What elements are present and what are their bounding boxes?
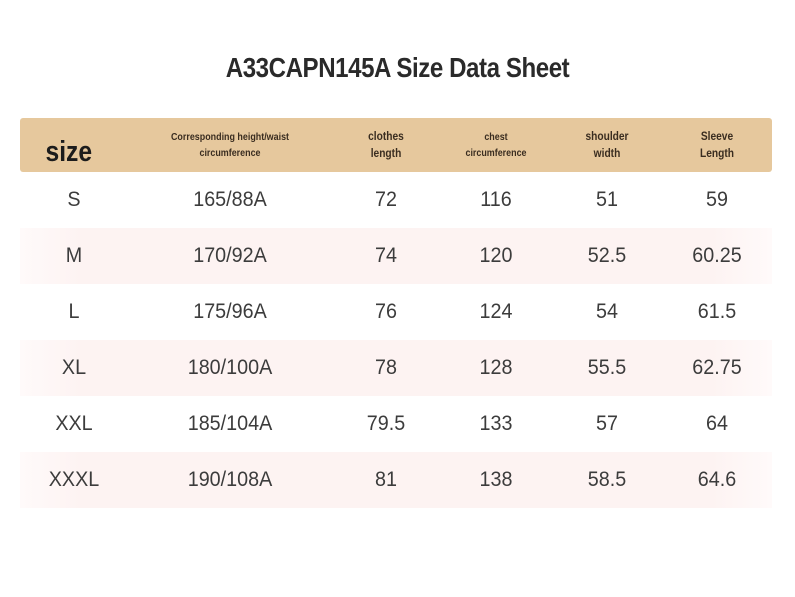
table-header bbox=[20, 118, 772, 172]
cell-clothes-length: 79.5 bbox=[366, 412, 406, 435]
header-sleeve-line1: Sleeve bbox=[700, 129, 734, 143]
cell-shoulder: 51 bbox=[596, 188, 618, 211]
table-row bbox=[20, 172, 772, 228]
cell-height-waist: 165/88A bbox=[193, 188, 267, 211]
cell-shoulder: 58.5 bbox=[587, 468, 627, 491]
table-row bbox=[20, 396, 772, 452]
cell-clothes-length: 78 bbox=[375, 356, 397, 379]
cell-clothes-length: 81 bbox=[375, 468, 397, 491]
cell-height-waist: 175/96A bbox=[193, 300, 267, 323]
header-height-waist-line1: Corresponding height/waist bbox=[170, 131, 290, 143]
cell-shoulder: 55.5 bbox=[587, 356, 627, 379]
header-chest-line1: chest bbox=[484, 131, 508, 143]
cell-size: M bbox=[65, 244, 83, 267]
header-clothes-length-line1: clothes bbox=[368, 129, 404, 143]
header-chest-line2: circumference bbox=[465, 147, 527, 159]
cell-sleeve: 62.75 bbox=[692, 356, 742, 379]
table-row bbox=[20, 452, 772, 508]
cell-height-waist: 170/92A bbox=[193, 244, 267, 267]
header-shoulder bbox=[560, 128, 654, 162]
cell-height-waist: 180/100A bbox=[187, 356, 273, 379]
cell-sleeve: 59 bbox=[706, 188, 728, 211]
cell-sleeve: 61.5 bbox=[697, 300, 737, 323]
table-row bbox=[20, 340, 772, 396]
header-size: size bbox=[45, 135, 93, 168]
cell-size: XXXL bbox=[48, 468, 100, 491]
header-height-waist-line2: circumference bbox=[199, 147, 261, 159]
cell-chest: 120 bbox=[479, 244, 513, 267]
cell-clothes-length: 74 bbox=[375, 244, 397, 267]
cell-sleeve: 64.6 bbox=[697, 468, 737, 491]
cell-height-waist: 190/108A bbox=[187, 468, 273, 491]
cell-sleeve: 64 bbox=[706, 412, 728, 435]
cell-height-waist: 185/104A bbox=[187, 412, 273, 435]
cell-shoulder: 54 bbox=[596, 300, 618, 323]
cell-chest: 133 bbox=[479, 412, 513, 435]
header-height-waist bbox=[143, 129, 316, 161]
header-clothes-length bbox=[340, 128, 432, 162]
cell-shoulder: 57 bbox=[596, 412, 618, 435]
table-row bbox=[20, 228, 772, 284]
cell-size: S bbox=[67, 188, 81, 211]
cell-size: XL bbox=[61, 356, 87, 379]
header-sleeve bbox=[670, 128, 764, 162]
cell-shoulder: 52.5 bbox=[587, 244, 627, 267]
cell-chest: 124 bbox=[479, 300, 513, 323]
cell-sleeve: 60.25 bbox=[692, 244, 742, 267]
cell-chest: 128 bbox=[479, 356, 513, 379]
cell-size: XXL bbox=[55, 412, 93, 435]
header-chest bbox=[448, 129, 543, 161]
cell-size: L bbox=[68, 300, 80, 323]
cell-chest: 138 bbox=[479, 468, 513, 491]
header-sleeve-line2: Length bbox=[700, 146, 734, 160]
size-table bbox=[20, 118, 772, 508]
cell-chest: 116 bbox=[480, 188, 512, 211]
page-title: A33CAPN145A Size Data Sheet bbox=[225, 52, 570, 83]
header-shoulder-line2: width bbox=[593, 146, 621, 160]
cell-clothes-length: 72 bbox=[375, 188, 397, 211]
header-clothes-length-line2: length bbox=[370, 146, 402, 160]
cell-clothes-length: 76 bbox=[375, 300, 397, 323]
header-shoulder-line1: shoulder bbox=[585, 129, 629, 143]
table-row bbox=[20, 284, 772, 340]
